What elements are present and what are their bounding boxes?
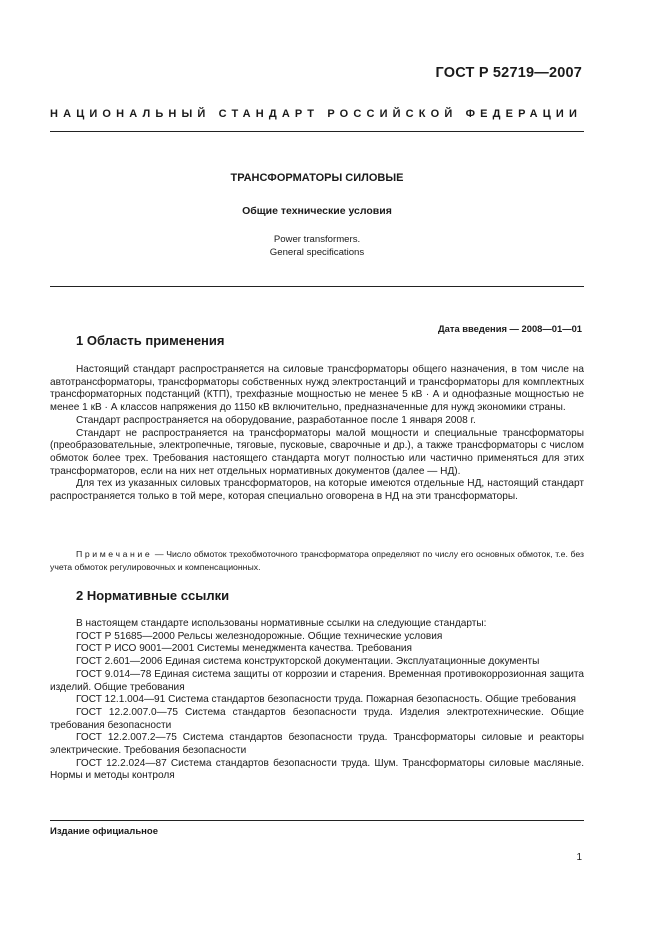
english-title-line-2: General specifications — [269, 247, 365, 258]
document-title: ТРАНСФОРМАТОРЫ СИЛОВЫЕ — [230, 172, 404, 184]
title-divider — [50, 286, 584, 287]
page-number: 1 — [576, 852, 582, 863]
document-number: ГОСТ Р 52719—2007 — [435, 65, 582, 81]
section-1-heading: 1 Область применения — [76, 333, 225, 348]
reference-item: ГОСТ 2.601—2006 Единая система конструкторской документации. Эксплуатационные документы — [76, 656, 540, 668]
section-1-body — [50, 364, 584, 504]
reference-item: ГОСТ Р 51685—2000 Рельсы железнодорожные. Общие технические условия — [76, 630, 443, 642]
note-block — [50, 548, 584, 573]
edition-label: Издание официальное — [50, 826, 158, 837]
document-subtitle: Общие технические условия — [242, 205, 392, 217]
section-2-heading: 2 Нормативные ссылки — [76, 588, 230, 603]
reference-item: ГОСТ 12.2.007.2—75 Система стандартов безопасности труда. Трансформаторы силовые и реакторы электрические. Требования безопасности — [50, 732, 584, 757]
reference-item: ГОСТ 9.014—78 Единая система защиты от коррозии и старения. Временная противокоррозионная защита изделий. Общие требования — [50, 668, 584, 693]
references-intro: В настоящем стандарте использованы нормативные ссылки на следующие стандарты: — [76, 618, 487, 629]
section-2-body — [50, 618, 584, 783]
reference-item: ГОСТ 12.1.004—91 Система стандартов безопасности труда. Пожарная безопасность. Общие требования — [76, 694, 576, 706]
paragraph: Для тех из указанных силовых трансформаторов, на которые имеются отдельные НД, настоящий стандарт распространяется только в той мере, которая специально оговорена в НД на эти трансформаторы. — [50, 478, 584, 503]
standard-type-banner: НАЦИОНАЛЬНЫЙ СТАНДАРТ РОССИЙСКОЙ ФЕДЕРАЦИИ — [50, 108, 583, 120]
english-title-line-1: Power transformers. — [273, 234, 361, 245]
paragraph: Настоящий стандарт распространяется на силовые трансформаторы общего назначения, в том числе на автотрансформаторы, трансформаторы собственных нужд электростанций и трансформаторы для комплектных трансформаторных подстанций (КТП), трехфазные мощностью не менее 5 кВ · А и однофазные мощностью не менее 1 кВ · А классов напряжения до 1150 кВ включительно, предназначенные для нужд экономики страны. — [50, 364, 584, 414]
reference-item: ГОСТ Р ИСО 9001—2001 Системы менеджмента качества. Требования — [76, 643, 413, 655]
top-divider — [50, 131, 584, 132]
paragraph: Стандарт не распространяется на трансформаторы малой мощности и специальные трансформаторы (преобразовательные, электропечные, тяговые, пусковые, сварочные и др.), а также трансформаторы с числом обмоток более трех. Требования настоящего стандарта могут полностью или частично применяться для этих трансформаторов, если на них нет отдельных нормативных документов (далее — НД). — [50, 427, 584, 477]
reference-item: ГОСТ 12.2.007.0—75 Система стандартов безопасности труда. Изделия электротехнические. Общие требования безопасности — [50, 706, 584, 731]
reference-item: ГОСТ 12.2.024—87 Система стандартов безопасности труда. Шум. Трансформаторы силовые масляные. Нормы и методы контроля — [50, 757, 584, 782]
effective-date: Дата введения — 2008—01—01 — [437, 323, 582, 334]
paragraph: Стандарт распространяется на оборудование, разработанное после 1 января 2008 г. — [76, 414, 476, 426]
footer-divider — [50, 820, 584, 821]
note-label: Примечание — [76, 549, 153, 559]
english-title — [50, 233, 584, 259]
note-text: — Число обмоток трехобмоточного трансформатора определяют по числу его основных обмоток, т.е. без учета обмоток регулировочных и компенсационных. — [50, 549, 584, 572]
